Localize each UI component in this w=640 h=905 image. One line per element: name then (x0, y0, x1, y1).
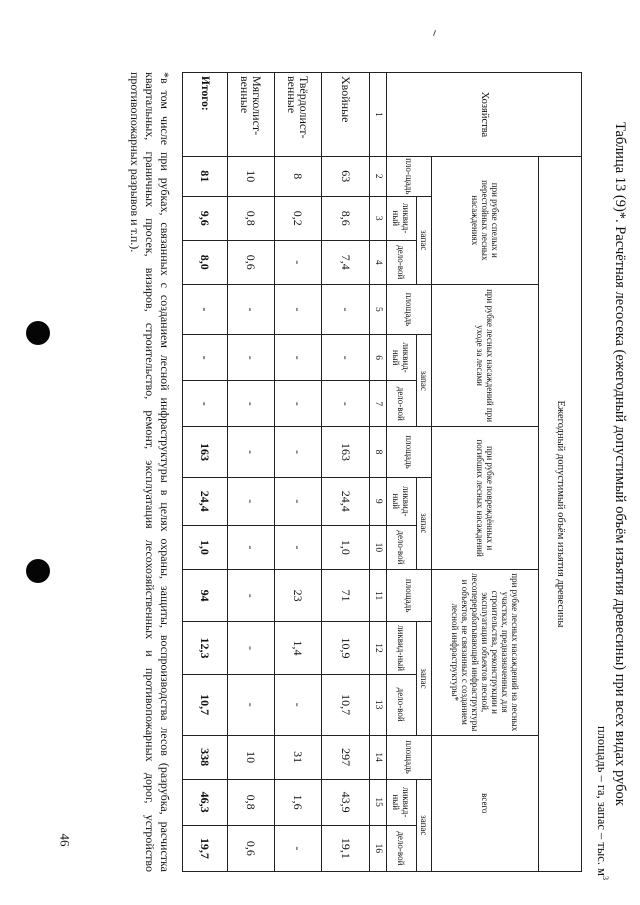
table-cell: - (183, 381, 228, 427)
group-damaged-header: при рубке повреждённых и погибших лесных насаждений (431, 427, 538, 570)
table-cell: - (275, 674, 322, 735)
table-cell: 81 (183, 156, 228, 196)
stock-header: запас (416, 622, 431, 735)
table-cell: 0,6 (228, 825, 275, 871)
area-header: площадь (386, 569, 431, 621)
group-total-header: всего (431, 735, 538, 871)
table-cell: - (228, 622, 275, 674)
table-cell: - (275, 825, 322, 871)
table-cell: 163 (183, 427, 228, 477)
table-cell: - (228, 284, 275, 334)
liquid-header: ликвид-ный (386, 779, 416, 825)
table-cell: 94 (183, 569, 228, 621)
table-row (228, 73, 275, 872)
table-cell: 0,8 (228, 196, 275, 240)
table-cell: 24,4 (183, 477, 228, 525)
col-number: 16 (369, 825, 386, 871)
table-cell: 12,3 (183, 622, 228, 674)
table-cell: - (275, 525, 322, 569)
col-number: 12 (369, 622, 386, 674)
farm-name: Твёрдолист-венные (275, 73, 322, 157)
business-header: дело-вой (386, 240, 416, 284)
table-cell: 71 (322, 569, 369, 621)
table-cell: 31 (275, 735, 322, 779)
table-cell: - (322, 284, 369, 334)
total-label: Итого: (183, 73, 228, 157)
col-number: 14 (369, 735, 386, 779)
table-cell: - (275, 284, 322, 334)
table-cell: 10 (228, 735, 275, 779)
table-cell: 19,7 (183, 825, 228, 871)
group-infrastructure-header: при рубке лесных насаждений на лесных участках, предназначенных для строительства, реконструкции и эксплуатации объектов лесной, лесоперерабатывающей инфраструктуры и объектов, не связанных с созданием лесной инфраструктуры* (431, 569, 538, 735)
table-cell: 163 (322, 427, 369, 477)
liquid-header: ликвид-ный (386, 196, 416, 240)
table-cell: 9,6 (183, 196, 228, 240)
units-note: площадь – га, запас – тыс. $м^3$ (594, 725, 610, 880)
total-row (183, 73, 228, 872)
table-cell: - (228, 525, 275, 569)
col-number: 15 (369, 779, 386, 825)
table-cell: - (322, 381, 369, 427)
table-cell: - (228, 381, 275, 427)
farm-header: Хозяйства (386, 73, 581, 157)
column-number-row (369, 73, 386, 872)
col-number: 5 (369, 284, 386, 334)
farm-name: Мягколист-венные (228, 73, 275, 157)
table-cell: - (183, 335, 228, 381)
liquid-header: ликвид-ный (386, 335, 416, 381)
table-cell: 8,6 (322, 196, 369, 240)
stock-header: запас (416, 335, 431, 427)
col-number: 8 (369, 427, 386, 477)
table-cell: 10 (228, 156, 275, 196)
table-cell: - (228, 427, 275, 477)
table-cell: - (322, 335, 369, 381)
col-number: 4 (369, 240, 386, 284)
business-header: дело-вой (386, 674, 416, 735)
col-number: 13 (369, 674, 386, 735)
table-cell: 23 (275, 569, 322, 621)
table-cell: - (228, 477, 275, 525)
group-mature-header: при рубке спелых и перестойных лесных насаждениях (431, 156, 538, 284)
table-cell: 8 (275, 156, 322, 196)
table-cell: - (183, 284, 228, 334)
table-cell: 19,1 (322, 825, 369, 871)
table-cell: - (275, 427, 322, 477)
table-row (275, 73, 322, 872)
table-cell: 43,9 (322, 779, 369, 825)
table-cell: 0,8 (228, 779, 275, 825)
table-cell: 338 (183, 735, 228, 779)
area-header: площадь (386, 735, 431, 779)
col-number: 1 (369, 73, 386, 157)
area-header: площадь (386, 427, 431, 477)
col-number: 10 (369, 525, 386, 569)
table-cell: - (228, 674, 275, 735)
business-header: дело-вой (386, 525, 416, 569)
col-number: 9 (369, 477, 386, 525)
group-header: Ежегодный допустимый объём изъятия древесины (539, 156, 582, 871)
table-cell: 10,7 (322, 674, 369, 735)
table-cell: - (275, 240, 322, 284)
table-cell: 1,6 (275, 779, 322, 825)
table-title: Таблица 13 (9)*. Расчётная лесосека (ежегодный допустимый объём изъятия древесины) при всех видах рубок (612, 122, 628, 806)
table-cell: - (275, 477, 322, 525)
table-cell: - (228, 569, 275, 621)
col-number: 7 (369, 381, 386, 427)
table-cell: 7,4 (322, 240, 369, 284)
farm-name: Хвойные (322, 73, 369, 157)
table-cell: 0,6 (228, 240, 275, 284)
page-number: 46 (57, 833, 73, 847)
table-cell: 0,2 (275, 196, 322, 240)
business-header: дело-вой (386, 825, 416, 871)
liquid-header: ликвид-ный (386, 477, 416, 525)
table-cell: 46,3 (183, 779, 228, 825)
business-header: дело-вой (386, 381, 416, 427)
footnote: *в том числе при рубках, связанных с созданием лесной инфраструктуры в целях охраны, защиты, воспроизводства лесов (разрубка, расчистка квартальных, граничных просек, визиров, строительство, ремонт, эксплуатация лесохозяйственных и противопожарных дорог, устройство противопожарных разрывов и т.п.). (128, 72, 172, 872)
table-cell: 1,0 (322, 525, 369, 569)
col-number: 6 (369, 335, 386, 381)
table-cell: 8,0 (183, 240, 228, 284)
area-header: площадь (386, 284, 431, 334)
harvest-table (182, 72, 582, 872)
stock-header: запас (416, 196, 431, 284)
col-number: 2 (369, 156, 386, 196)
table-cell: - (228, 335, 275, 381)
table-cell: 297 (322, 735, 369, 779)
table-cell: 1,0 (183, 525, 228, 569)
table-cell: 63 (322, 156, 369, 196)
table-cell: 10,7 (183, 674, 228, 735)
table-row (322, 73, 369, 872)
group-care-header: при рубке лесных насаждений при уходе за лесами (431, 284, 538, 427)
area-header: пло-щадь (386, 156, 431, 196)
col-number: 3 (369, 196, 386, 240)
table-cell: 24,4 (322, 477, 369, 525)
col-number: 11 (369, 569, 386, 621)
table-cell: - (275, 335, 322, 381)
liquid-header: ликвид-ный (386, 622, 416, 674)
table-cell: 10,9 (322, 622, 369, 674)
table-cell: - (275, 381, 322, 427)
stock-header: запас (416, 477, 431, 569)
table-cell: 1,4 (275, 622, 322, 674)
stock-header: запас (416, 779, 431, 871)
